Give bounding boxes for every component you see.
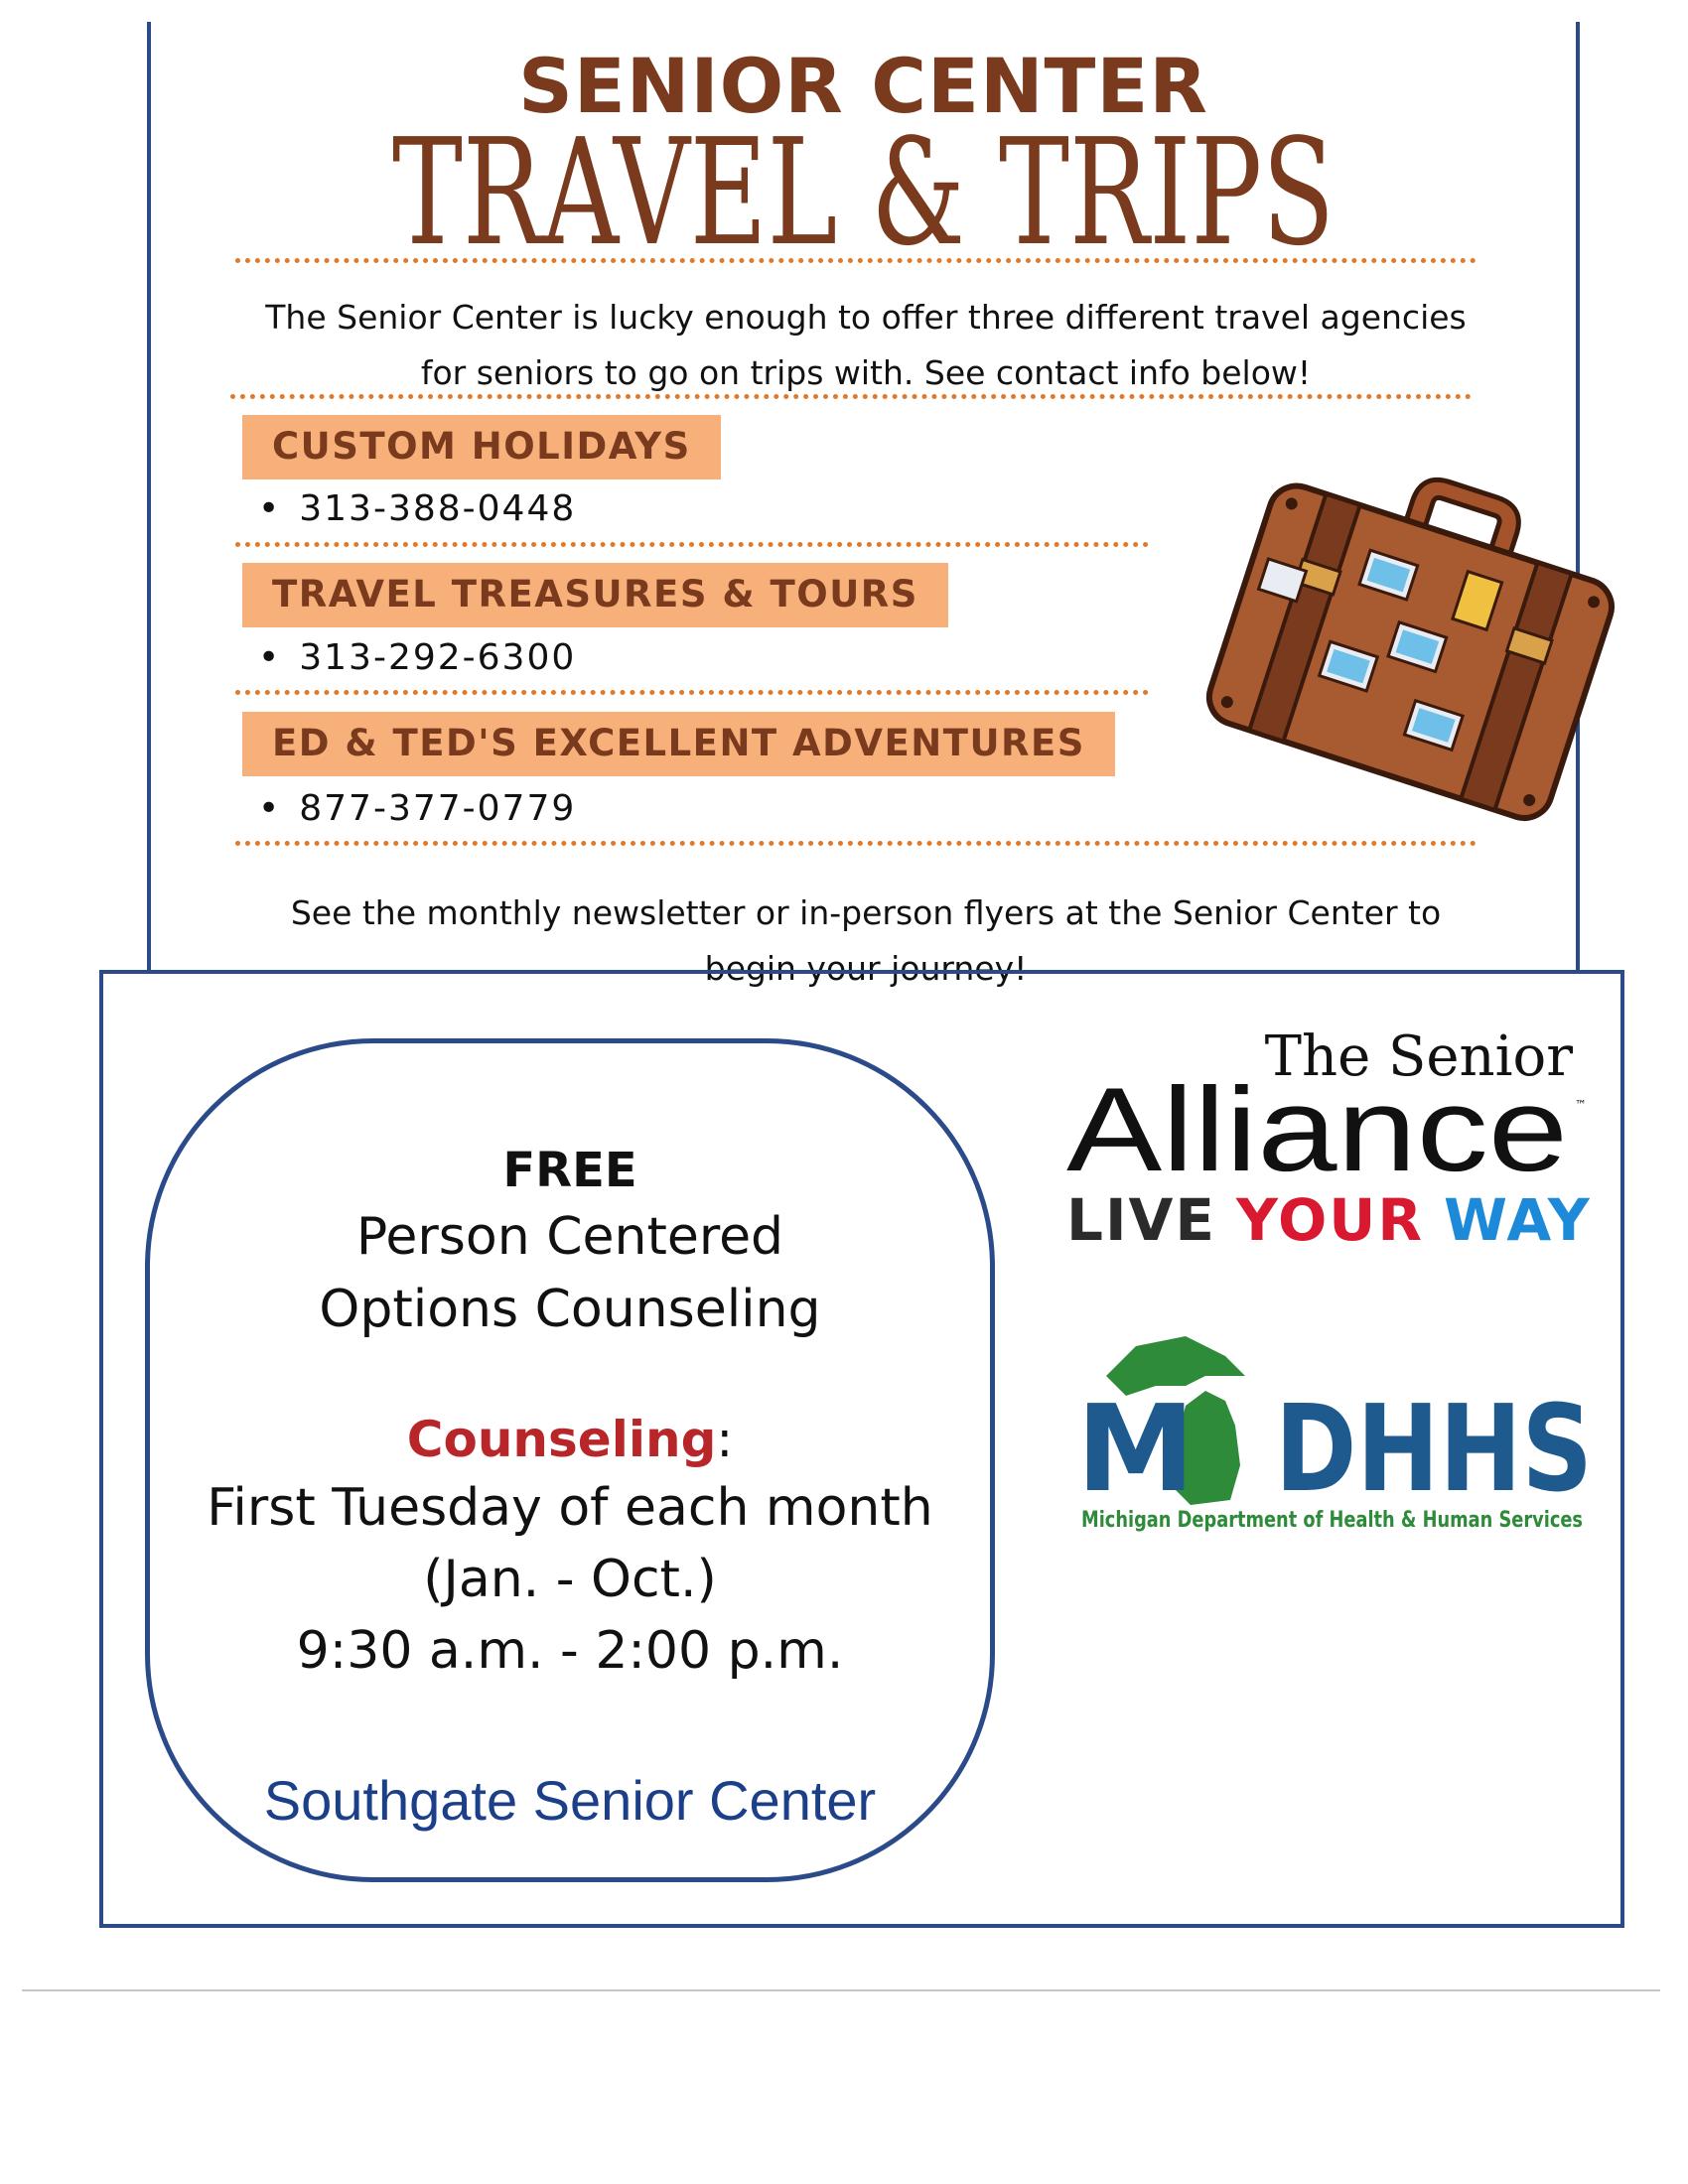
intro-text [211,290,1521,401]
svg-text:™: ™ [1575,1098,1587,1112]
counseling-box [145,1038,995,1882]
counseling-label: Counseling [406,1411,717,1468]
agency-label-travel-treasures: TRAVEL TREASURES & TOURS [242,563,948,627]
svg-text:The Senior: The Senior [1264,1024,1573,1089]
schedule-day: First Tuesday of each month [207,1478,933,1538]
intro-line-1: The Senior Center is lucky enough to offer three different travel agencies [265,298,1467,337]
dotted-divider [230,394,1472,399]
dotted-divider [235,258,1477,263]
venue-name: Southgate Senior Center [263,1769,877,1832]
intro-line-2: for seniors to go on trips with. See contact info below! [420,353,1312,392]
phone-ed-teds: • 877-377-0779 [258,788,577,829]
agency-label-custom-holidays: CUSTOM HOLIDAYS [242,415,721,479]
heading-senior-center: SENIOR CENTER [518,42,1208,130]
service-line-1: Person Centered [355,1207,784,1267]
dotted-divider [235,841,1477,846]
agency-label-ed-teds: ED & TED'S EXCELLENT ADVENTURES [242,712,1115,776]
heading-travel-trips: TRAVEL & TRIPS [391,107,1336,278]
travel-trips-panel [147,22,1580,988]
dotted-divider [235,690,1149,695]
schedule-time: 9:30 a.m. - 2:00 p.m. [296,1621,844,1681]
page-edge-line [22,1989,1660,1991]
svg-text:LIVEYOURWAY: LIVE YOUR WAY [1066,1186,1592,1254]
bullet: • [258,637,282,678]
svg-text:M: M [1076,1381,1196,1519]
service-line-2: Options Counseling [319,1280,821,1339]
phone-custom-holidays: • 313-388-0448 [258,488,577,529]
senior-alliance-logo [1056,1014,1593,1252]
free-label: FREE [502,1143,637,1198]
outro-line-2: begin your journey! [704,949,1028,988]
bullet: • [258,788,282,829]
phone-travel-treasures: • 313-292-6300 [258,637,577,678]
dotted-divider [235,542,1149,547]
svg-text:DHHS: DHHS [1275,1381,1593,1519]
counseling-panel [99,970,1624,1928]
outro-line-1: See the monthly newsletter or in-person flyers at the Senior Center to [290,893,1442,932]
svg-text:Alliance: Alliance [1066,1063,1568,1196]
counseling-heading: Counseling: [406,1411,734,1468]
svg-text:Michigan Department of Health: Michigan Department of Health & Human Services [1081,1508,1583,1533]
mdhhs-logo [1076,1316,1613,1535]
bullet: • [258,488,282,529]
schedule-months: (Jan. - Oct.) [423,1550,717,1609]
suitcase-icon [1194,449,1630,826]
